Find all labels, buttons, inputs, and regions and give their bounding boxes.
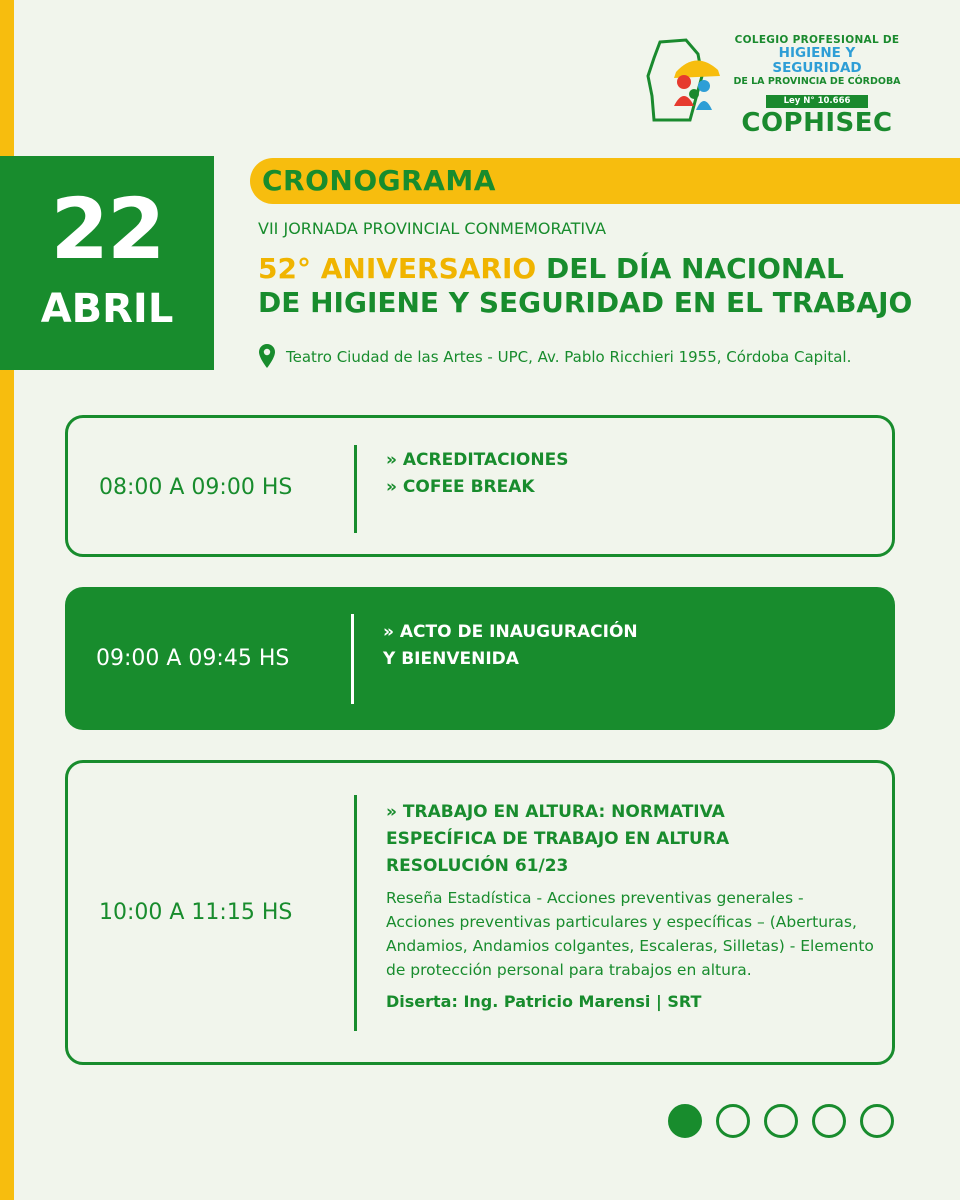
page-title: CRONOGRAMA [262, 164, 496, 197]
headline-rest: DEL DÍA NACIONAL [536, 252, 844, 285]
divider [354, 445, 357, 533]
date-block [0, 156, 214, 370]
event-headline [258, 252, 948, 320]
logo-law-badge: Ley N° 10.666 [766, 95, 869, 108]
schedule-item: » COFEE BREAK [386, 477, 535, 497]
pagination-dot-4[interactable] [812, 1104, 846, 1138]
schedule-item: Y BIENVENIDA [383, 649, 519, 669]
schedule-item: » ACTO DE INAUGURACIÓN [383, 622, 638, 642]
schedule-item: RESOLUCIÓN 61/23 [386, 856, 569, 876]
carousel-pagination [668, 1104, 898, 1140]
cophisec-logo [646, 34, 906, 138]
schedule-item: » TRABAJO EN ALTURA: NORMATIVA [386, 802, 725, 822]
location-text: Teatro Ciudad de las Artes - UPC, Av. Pablo Ricchieri 1955, Córdoba Capital. [286, 348, 852, 366]
pagination-dot-3[interactable] [764, 1104, 798, 1138]
logo-line-3: DE LA PROVINCIA DE CÓRDOBA [733, 76, 901, 87]
session-description: Reseña Estadística - Acciones preventivas generales - Acciones preventivas particulares y específicas – (Aberturas, Andamios, Andamios colgantes, Escaleras, Silletas) - Elemento de protección personal para trabajos en altura. [386, 889, 874, 979]
headline-highlight: 52° ANIVERSARIO [258, 252, 537, 285]
schedule-item: » ACREDITACIONES [386, 450, 569, 470]
schedule-time: 10:00 A 11:15 HS [99, 900, 293, 925]
cophisec-emblem-icon [646, 36, 728, 124]
schedule-card-1 [65, 415, 895, 557]
date-day: 22 [50, 180, 164, 278]
schedule-card-3 [65, 760, 895, 1065]
event-subtitle: VII JORNADA PROVINCIAL CONMEMORATIVA [258, 219, 607, 238]
logo-name: COPHISEC [741, 108, 893, 138]
schedule-item: ESPECÍFICA DE TRABAJO EN ALTURA [386, 829, 730, 849]
pagination-dot-1[interactable] [668, 1104, 702, 1138]
schedule-time: 09:00 A 09:45 HS [96, 646, 290, 671]
pagination-dot-2[interactable] [716, 1104, 750, 1138]
location-pin-icon [258, 343, 276, 369]
schedule-time: 08:00 A 09:00 HS [99, 475, 293, 500]
logo-line-2: HIGIENE Y SEGURIDAD [772, 45, 862, 76]
session-speaker: Diserta: Ing. Patricio Marensi | SRT [386, 992, 702, 1011]
schedule-card-2 [65, 587, 895, 730]
logo-line-1: COLEGIO PROFESIONAL DE [734, 34, 900, 46]
title-band [250, 158, 960, 204]
date-month: ABRIL [40, 286, 174, 332]
pagination-dot-5[interactable] [860, 1104, 894, 1138]
headline-line-2: DE HIGIENE Y SEGURIDAD EN EL TRABAJO [258, 286, 913, 319]
divider [354, 795, 357, 1031]
divider [351, 614, 354, 704]
